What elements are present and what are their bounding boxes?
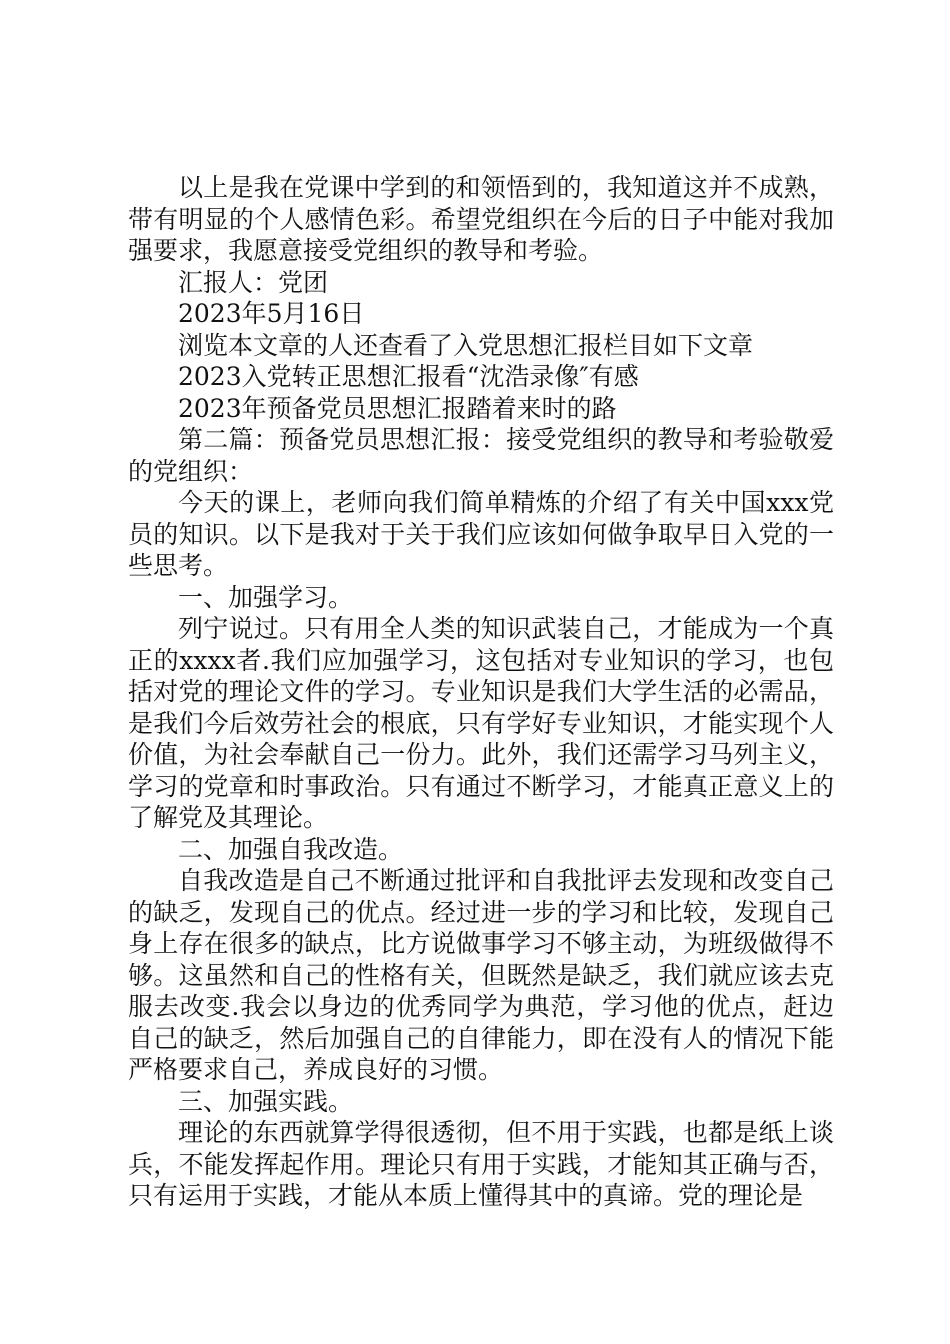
section-paragraph-3: 理论的东西就算学得很透彻，但不用于实践，也都是纸上谈兵，不能发挥起作用。理论只有用于实践，才能知其正确与否，只有运用于实践，才能从本质上懂得其中的真谛。党的理论是 <box>128 1118 834 1210</box>
second-article-title: 第二篇：预备党员思想汇报：接受党组织的教导和考验敬爱的党组织： <box>128 425 834 486</box>
section-heading-2: 二、加强自我改造。 <box>178 834 404 864</box>
section-heading-3: 三、加强实践。 <box>178 1086 354 1116</box>
document-body <box>128 172 834 1212</box>
report-date: 2023年5月16日 <box>178 299 365 328</box>
reporter-line: 汇报人：党团 <box>178 267 329 297</box>
related-articles-heading: 浏览本文章的人还查看了入党思想汇报栏目如下文章 <box>178 330 754 360</box>
closing-paragraph: 以上是我在党课中学到的和领悟到的，我知道这并不成熟，带有明显的个人感情色彩。希望党组织在今后的日子中能对我加强要求，我愿意接受党组织的教导和考验。 <box>128 173 834 265</box>
related-article-1: 2023入党转正思想汇报看“沈浩录像″有感 <box>178 362 639 391</box>
section-paragraph-1: 列宁说过。只有用全人类的知识武装自己，才能成为一个真正的xxxx者.我们应加强学习，这包括对专业知识的学习，也包括对党的理论文件的学习。专业知识是我们大学生活的必需品，是我们今后效劳社会的根底，只有学好专业知识，才能实现个人价值，为社会奉献自己一份力。此外，我们还需学习马列主义，学习的党章和时事政治。只有通过不断学习，才能真正意义上的了解党及其理论。 <box>128 614 834 832</box>
related-article-2: 2023年预备党员思想汇报踏着来时的路 <box>178 393 617 423</box>
intro-paragraph: 今天的课上，老师向我们简单精炼的介绍了有关中国xxx党员的知识。以下是我对于关于我们应该如何做争取早日入党的一些思考。 <box>128 488 834 580</box>
section-heading-1: 一、加强学习。 <box>178 582 354 612</box>
section-paragraph-2: 自我改造是自己不断通过批评和自我批评去发现和改变自己的缺乏，发现自己的优点。经过进一步的学习和比较，发现自己身上存在很多的缺点，比方说做事学习不够主动，为班级做得不够。这虽然和自己的性格有关，但既然是缺乏，我们就应该去克服去改变.我会以身边的优秀同学为典范，学习他的优点，赶边自己的缺乏，然后加强自己的自律能力，即在没有人的情况下能严格要求自己，养成良好的习惯。 <box>128 866 834 1084</box>
